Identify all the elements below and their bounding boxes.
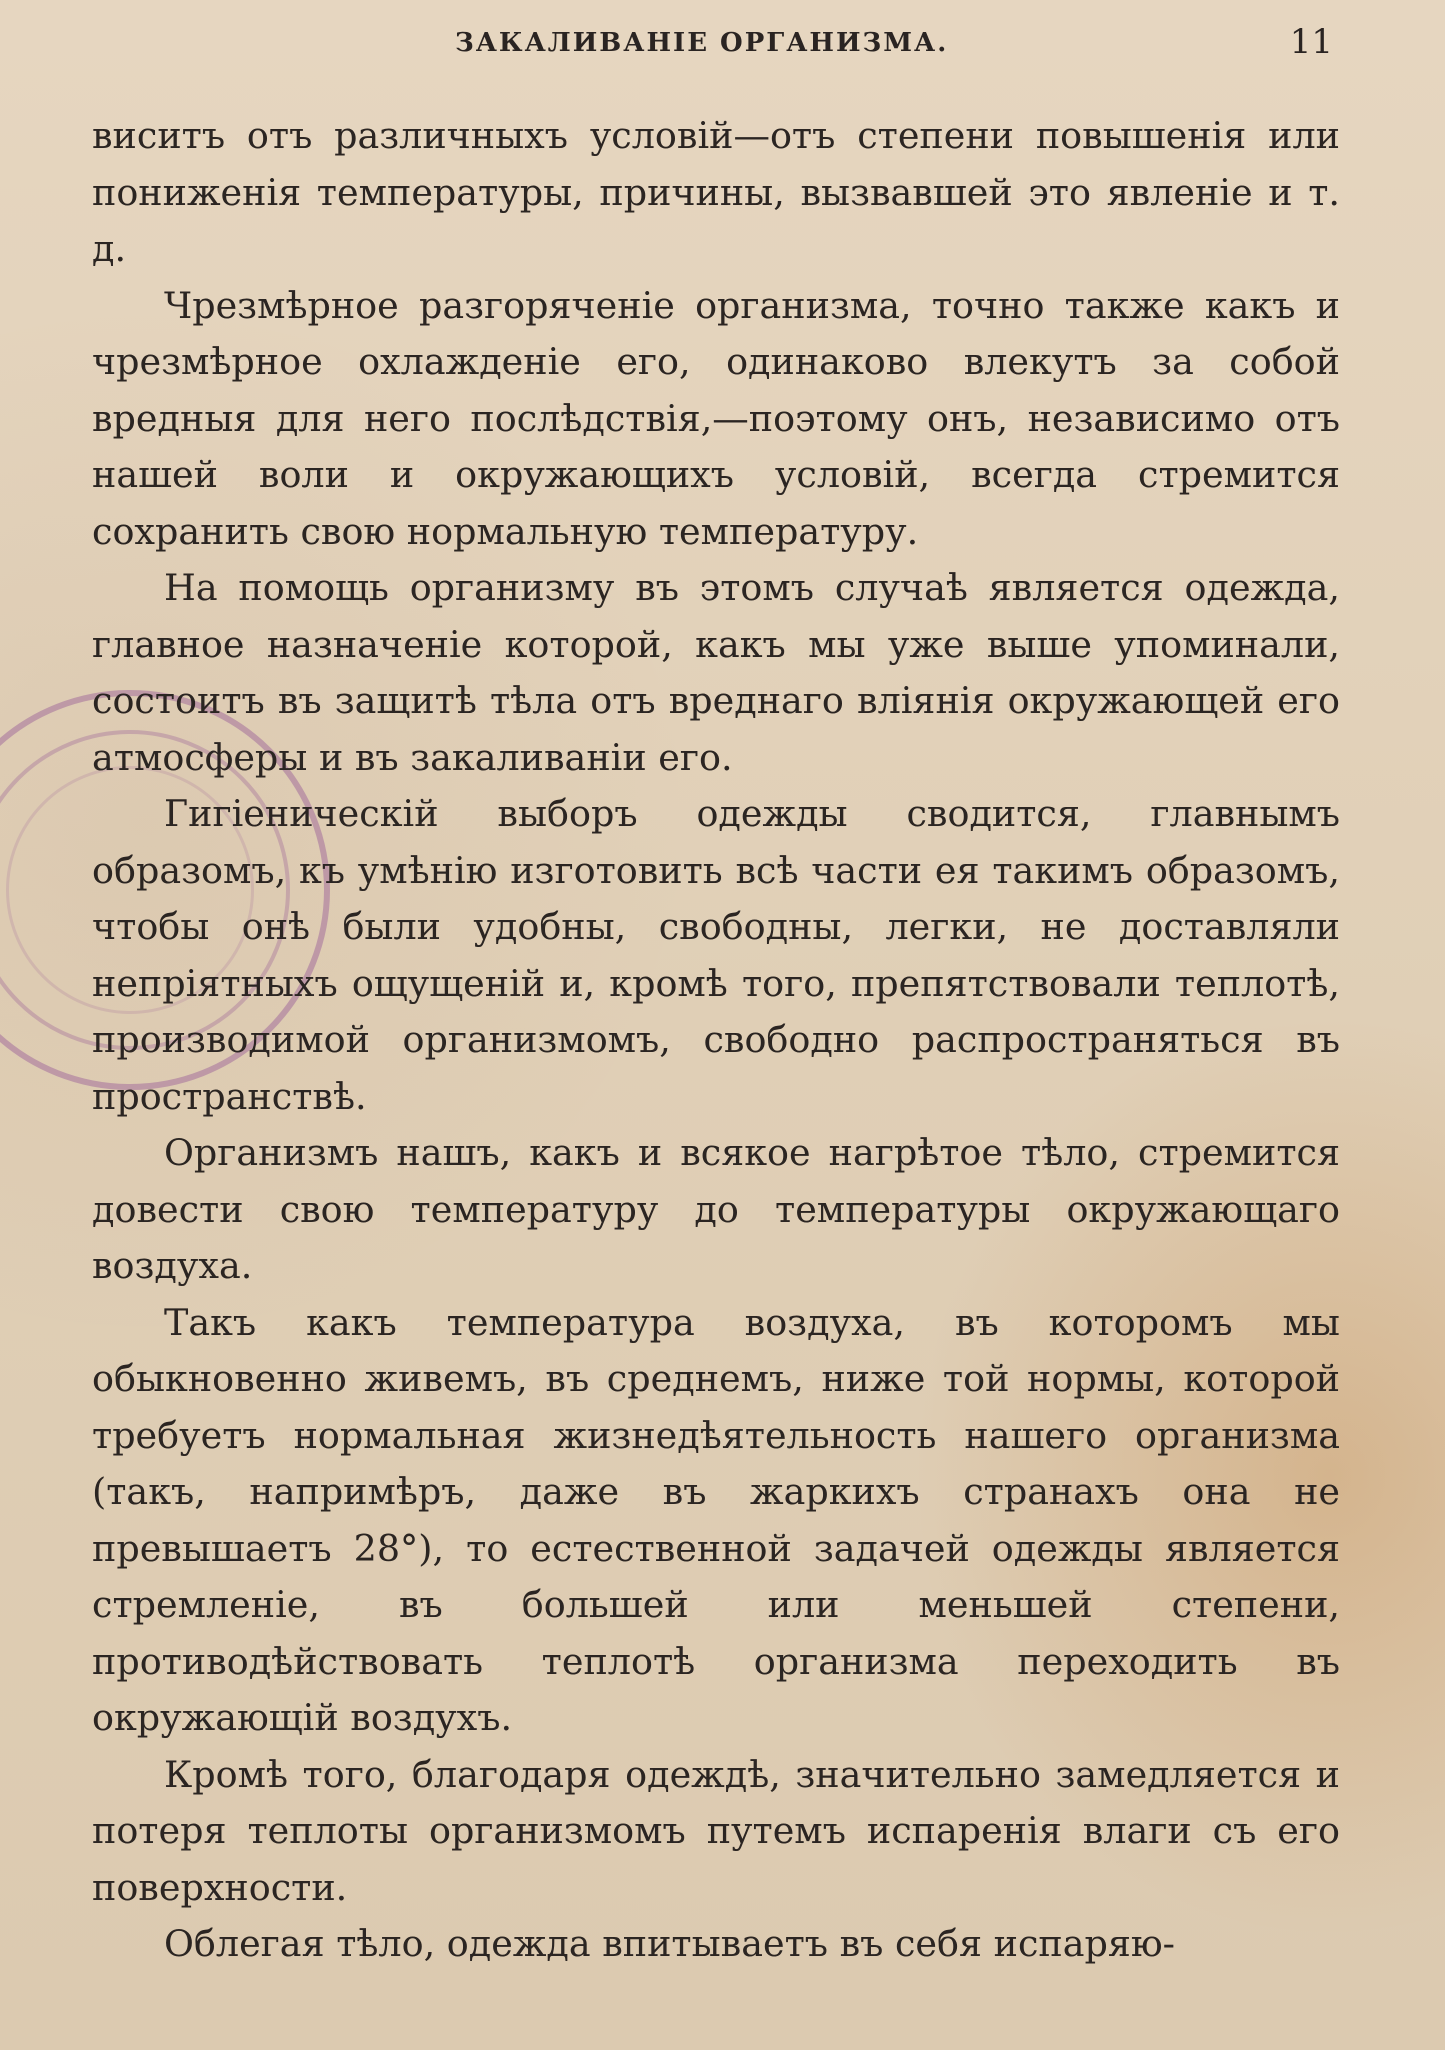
paragraph: Такъ какъ температура воздуха, въ которомъ мы обыкновенно живемъ, въ среднемъ, ниже той нормы, которой требуетъ нормальная жизнедѣятельность нашего организма (такъ, напримѣръ, даже въ жаркихъ странахъ она не превышаетъ 28°), то естественной задачей одежды является стремленіе, въ большей или меньшей степени, противодѣйствовать теплотѣ организма переходить въ окружающій воздухъ. [92,1300,1340,1739]
paragraph: На помощь организму въ этомъ случаѣ является одежда, главное назначеніе которой, какъ мы уже выше упоминали, состоитъ въ защитѣ тѣла отъ вреднаго вліянія окружающей его атмосферы и въ закаливаніи его. [92,566,1340,779]
paragraph: Кромѣ того, благодаря одеждѣ, значительно замедляется и потеря теплоты организмомъ путемъ испаренія влаги съ его поверхности. [92,1752,1340,1909]
paragraph: Организмъ нашъ, какъ и всякое нагрѣтое тѣло, стремится довести свою температуру до температуры окружающаго воздуха. [92,1131,1340,1287]
running-title: ЗАКАЛИВАНІЕ ОРГАНИЗМА. [455,28,949,58]
body-text [92,108,1340,1973]
running-header [0,22,1445,62]
paragraph: Облегая тѣло, одежда впитываетъ въ себя испаряю- [164,1922,1175,1965]
page-number: 11 [1289,22,1333,62]
paragraph: виситъ отъ различныхъ условій—отъ степени повышенія или пониженія температуры, причины, вызвавшей это явленіе и т. д. [92,114,1340,270]
paragraph: Гигіеническій выборъ одежды сводится, главнымъ образомъ, къ умѣнію изготовить всѣ части ея такимъ образомъ, чтобы онѣ были удобны, свободны, легки, не доставляли непріятныхъ ощущеній и, кромѣ того, препятствовали теплотѣ, производимой организмомъ, свободно распространяться въ пространствѣ. [92,792,1340,1118]
paragraph: Чрезмѣрное разгоряченіе организма, точно также какъ и чрезмѣрное охлажденіе его, одинаково влекутъ за собой вредныя для него послѣдствія,—поэтому онъ, независимо отъ нашей воли и окружающихъ условій, всегда стремится сохранить свою нормальную температуру. [92,283,1340,553]
